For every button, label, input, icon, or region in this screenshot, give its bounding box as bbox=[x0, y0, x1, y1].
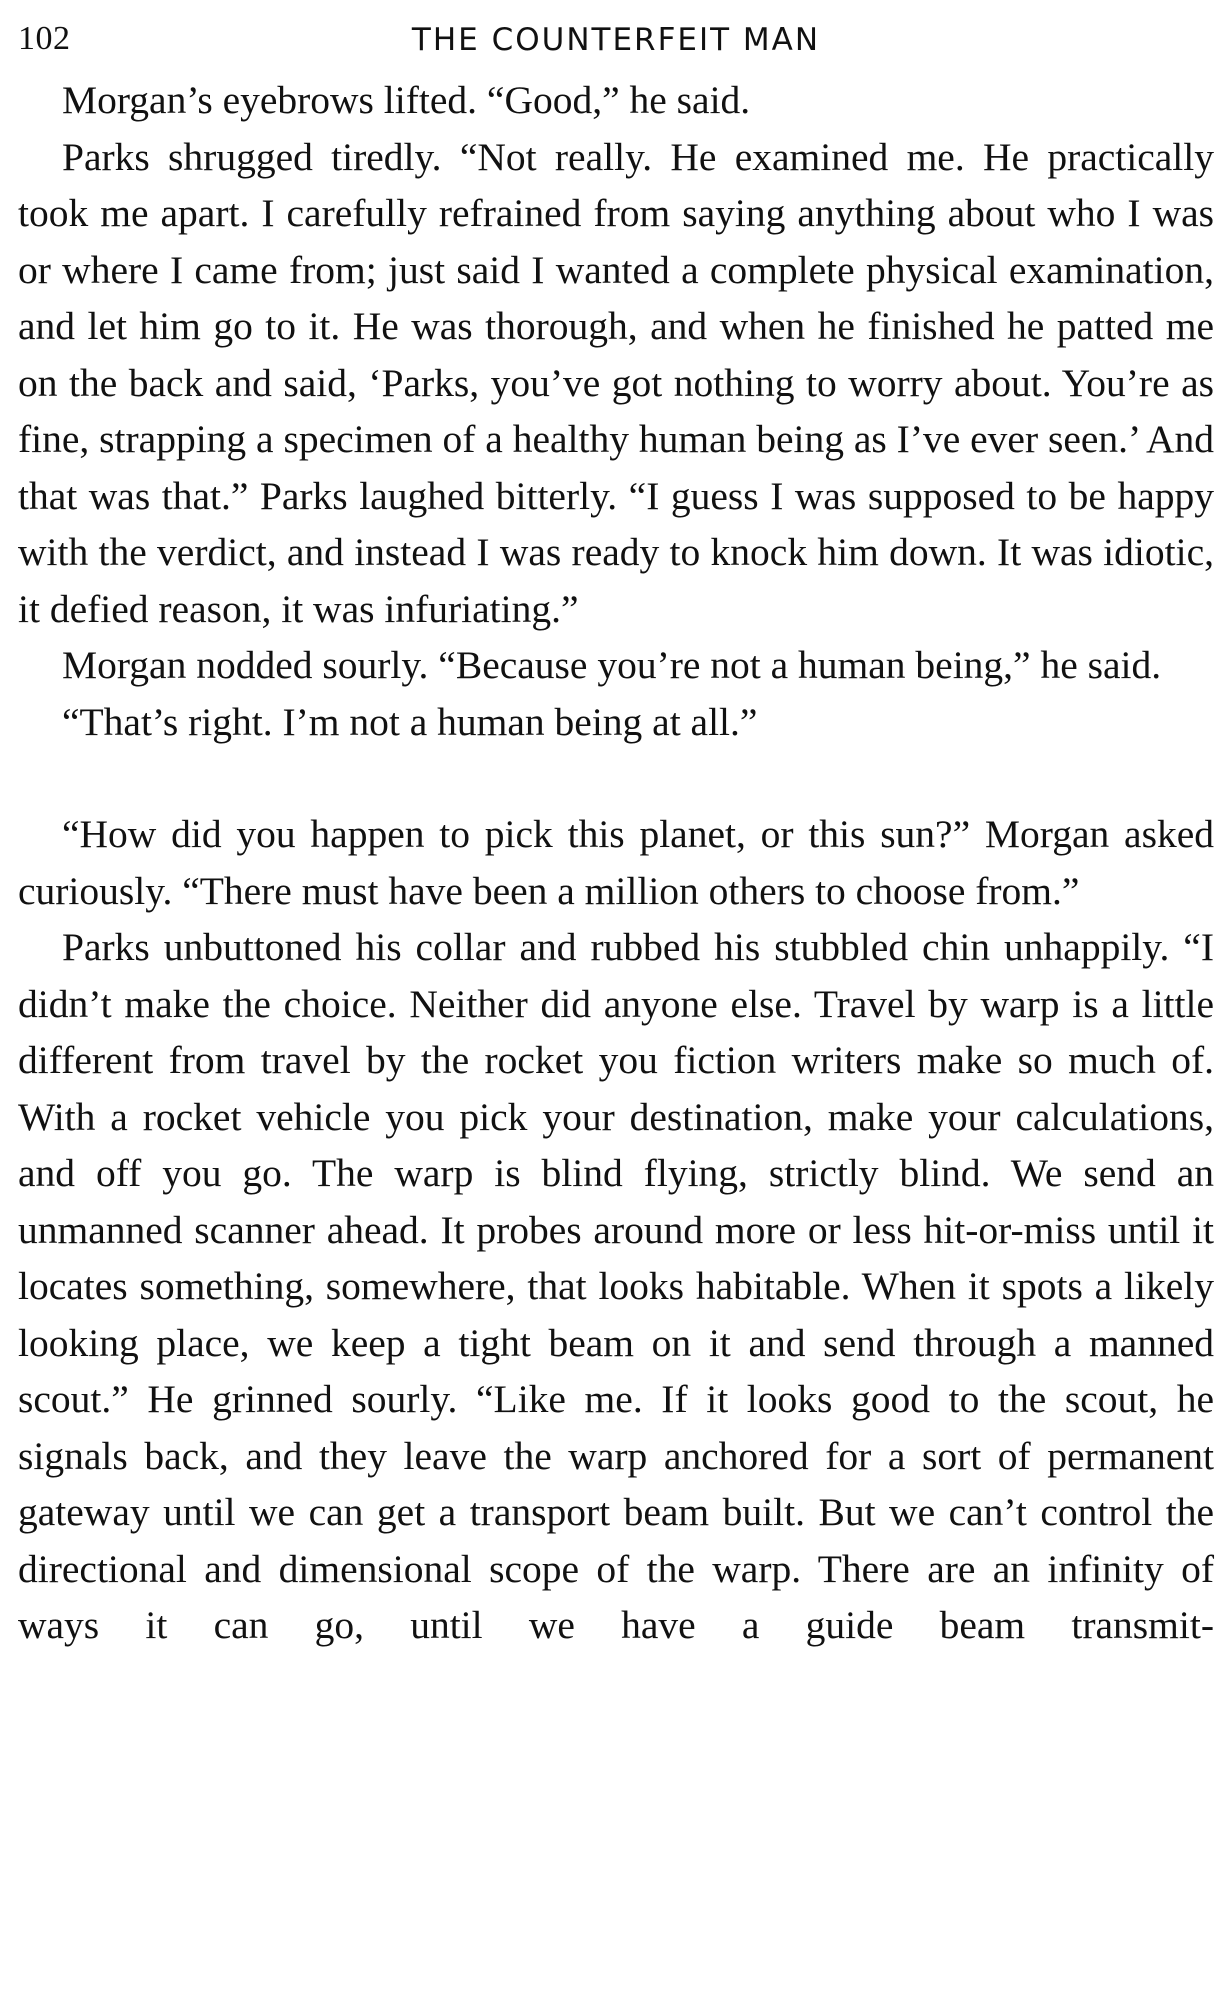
page-header bbox=[18, 14, 1214, 72]
running-head: THE COUNTERFEIT MAN bbox=[411, 22, 821, 58]
body-text bbox=[18, 72, 1214, 1654]
paragraph: Morgan nodded sourly. “Because you’re not a human being,” he said. bbox=[62, 643, 1162, 687]
paragraph: Parks shrugged tiredly. “Not really. He examined me. He practically took me apart. I carefully refrained from saying anything about who I was or where I came from; just said I wanted a complete physical examination, and let him go to it. He was thorough, and when he finished he patted me on the back and said, ‘Parks, you’ve got nothing to worry about. You’re as fine, strapping a specimen of a healthy human being as I’ve ever seen.’ And that was that.” Parks laughed bitterly. “I guess I was supposed to be happy with the verdict, and instead I was ready to knock him down. It was idiotic, it defied reason, it was infuriating.” bbox=[18, 134, 1214, 631]
section-break bbox=[18, 750, 1214, 806]
paragraph: “That’s right. I’m not a human being at all.” bbox=[62, 699, 758, 744]
book-page bbox=[18, 14, 1214, 1654]
paragraph: Morgan’s eyebrows lifted. “Good,” he said. bbox=[62, 78, 751, 122]
paragraph: Parks unbuttoned his collar and rubbed his stubbled chin unhappily. “I didn’t make the choice. Neither did anyone else. Travel by warp is a little different from travel by the rocket you fiction writers make so much of. With a rocket vehicle you pick your destination, make your calculations, and off you go. The warp is blind flying, strictly blind. We send an unmanned scanner ahead. It probes around more or less hit-or-miss until it locates something, somewhere, that looks habitable. When it spots a likely looking place, we keep a tight beam on it and send through a manned scout.” He grinned sourly. “Like me. If it looks good to the scout, he signals back, and they leave the warp anchored for a sort of permanent gateway until we can get a transport beam built. But we can’t control the directional and dimensional scope of the warp. There are an infinity of ways it can go, until we have a guide beam transmit- bbox=[18, 925, 1214, 1647]
page-number: 102 bbox=[18, 20, 71, 57]
paragraph: “How did you happen to pick this planet, or this sun?” Morgan asked curiously. “There must have been a million others to choose from.” bbox=[18, 812, 1214, 913]
